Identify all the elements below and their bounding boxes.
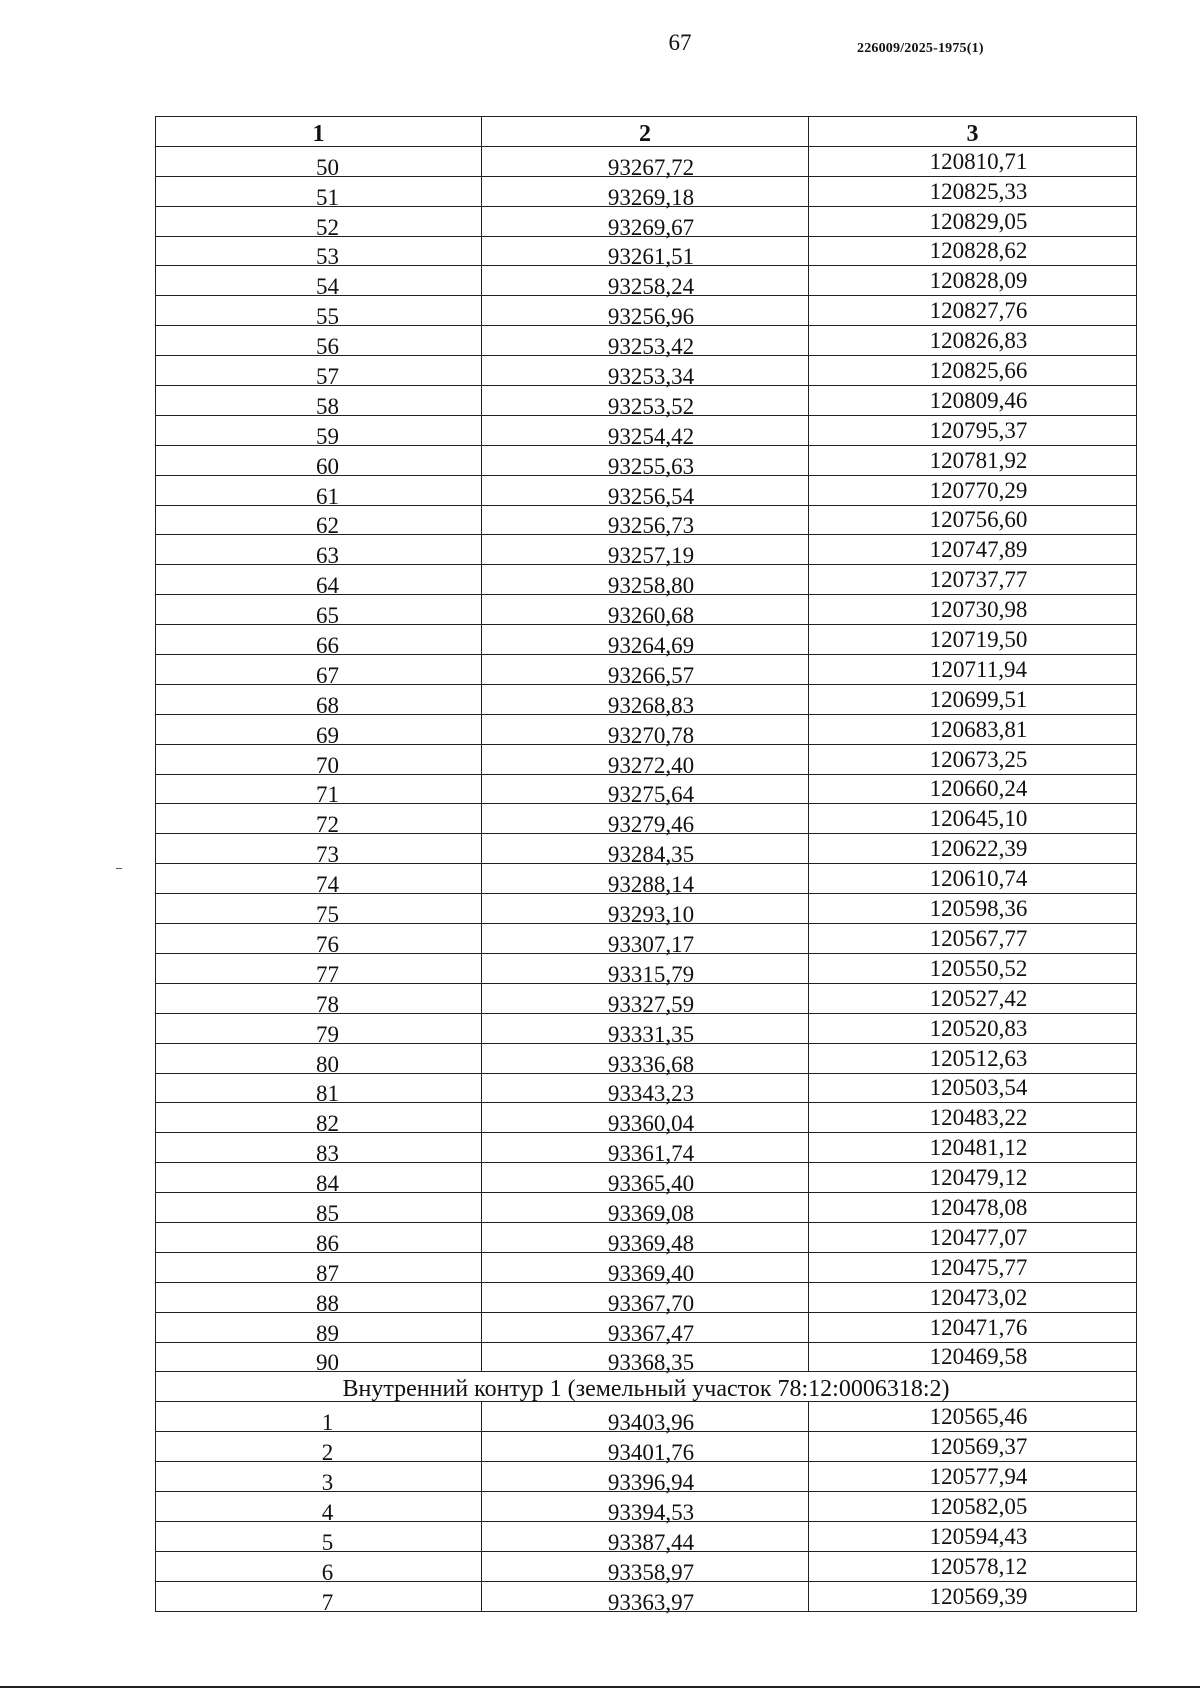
point-number-cell: 78 xyxy=(156,983,482,1013)
x-coordinate-cell: 93269,18 xyxy=(482,176,809,206)
table-row xyxy=(156,834,1137,864)
table-row xyxy=(156,1133,1137,1163)
y-coordinate-cell: 120622,39 xyxy=(809,834,1137,864)
y-coordinate-cell: 120827,76 xyxy=(809,296,1137,326)
y-coordinate-cell: 120582,05 xyxy=(809,1491,1137,1521)
table-row xyxy=(156,625,1137,655)
scan-border xyxy=(0,1686,1200,1688)
table-row xyxy=(156,1432,1137,1462)
x-coordinate-cell: 93256,96 xyxy=(482,296,809,326)
table-row xyxy=(156,146,1137,176)
point-number-cell: 54 xyxy=(156,266,482,296)
y-coordinate-cell: 120527,42 xyxy=(809,983,1137,1013)
section-title: Внутренний контур 1 (земельный участок 78:12:0006318:2) xyxy=(156,1372,1137,1402)
point-number-cell: 56 xyxy=(156,326,482,356)
table-row xyxy=(156,1312,1137,1342)
point-number-cell: 62 xyxy=(156,505,482,535)
table-row xyxy=(156,804,1137,834)
point-number-cell: 72 xyxy=(156,804,482,834)
point-number-cell: 76 xyxy=(156,924,482,954)
point-number-cell: 66 xyxy=(156,625,482,655)
x-coordinate-cell: 93367,47 xyxy=(482,1312,809,1342)
table-row xyxy=(156,1043,1137,1073)
x-coordinate-cell: 93343,23 xyxy=(482,1073,809,1103)
table-row xyxy=(156,565,1137,595)
x-coordinate-cell: 93269,67 xyxy=(482,206,809,236)
table-row xyxy=(156,1013,1137,1043)
table-row xyxy=(156,296,1137,326)
x-coordinate-cell: 93401,76 xyxy=(482,1432,809,1462)
x-coordinate-cell: 93396,94 xyxy=(482,1462,809,1492)
table-row xyxy=(156,206,1137,236)
coordinates-table xyxy=(155,116,1137,1615)
table-row xyxy=(156,356,1137,386)
table-header-row xyxy=(156,117,1137,147)
point-number-cell: 55 xyxy=(156,296,482,326)
x-coordinate-cell: 93288,14 xyxy=(482,864,809,894)
table-row xyxy=(156,894,1137,924)
point-number-cell: 59 xyxy=(156,415,482,445)
point-number-cell: 79 xyxy=(156,1013,482,1043)
table-row xyxy=(156,1073,1137,1103)
point-number-cell: 71 xyxy=(156,774,482,804)
y-coordinate-cell: 120567,77 xyxy=(809,924,1137,954)
document-id: 226009/2025-1975(1) xyxy=(857,41,984,56)
column-header: 2 xyxy=(482,117,809,147)
point-number-cell: 63 xyxy=(156,535,482,565)
point-number-cell: 81 xyxy=(156,1073,482,1103)
y-coordinate-cell: 120825,66 xyxy=(809,356,1137,386)
point-number-cell: 53 xyxy=(156,236,482,266)
y-coordinate-cell: 120711,94 xyxy=(809,655,1137,685)
x-coordinate-cell: 93275,64 xyxy=(482,774,809,804)
point-number-cell: 86 xyxy=(156,1222,482,1252)
table-row xyxy=(156,1342,1137,1372)
x-coordinate-cell: 93336,68 xyxy=(482,1043,809,1073)
point-number-cell: 2 xyxy=(156,1432,482,1462)
x-coordinate-cell: 93293,10 xyxy=(482,894,809,924)
column-header: 1 xyxy=(156,117,482,147)
table-row xyxy=(156,1462,1137,1492)
x-coordinate-cell: 93387,44 xyxy=(482,1521,809,1551)
table-row xyxy=(156,1103,1137,1133)
x-coordinate-cell: 93264,69 xyxy=(482,625,809,655)
table-row xyxy=(156,1521,1137,1551)
table-row xyxy=(156,1193,1137,1223)
table-row xyxy=(156,1581,1137,1611)
y-coordinate-cell: 120475,77 xyxy=(809,1252,1137,1282)
table-row xyxy=(156,1402,1137,1432)
table-row xyxy=(156,595,1137,625)
table-row xyxy=(156,1252,1137,1282)
table-row xyxy=(156,326,1137,356)
table-row xyxy=(156,505,1137,535)
point-number-cell: 60 xyxy=(156,445,482,475)
y-coordinate-cell: 120473,02 xyxy=(809,1282,1137,1312)
point-number-cell: 67 xyxy=(156,655,482,685)
y-coordinate-cell: 120483,22 xyxy=(809,1103,1137,1133)
y-coordinate-cell: 120469,58 xyxy=(809,1342,1137,1372)
y-coordinate-cell: 120610,74 xyxy=(809,864,1137,894)
x-coordinate-cell: 93369,08 xyxy=(482,1193,809,1223)
x-coordinate-cell: 93360,04 xyxy=(482,1103,809,1133)
y-coordinate-cell: 120481,12 xyxy=(809,1133,1137,1163)
point-number-cell: 89 xyxy=(156,1312,482,1342)
y-coordinate-cell: 120598,36 xyxy=(809,894,1137,924)
point-number-cell: 5 xyxy=(156,1521,482,1551)
x-coordinate-cell: 93255,63 xyxy=(482,445,809,475)
x-coordinate-cell: 93256,73 xyxy=(482,505,809,535)
x-coordinate-cell: 93267,72 xyxy=(482,146,809,176)
y-coordinate-cell: 120719,50 xyxy=(809,625,1137,655)
table-row xyxy=(156,176,1137,206)
y-coordinate-cell: 120569,37 xyxy=(809,1432,1137,1462)
section-row xyxy=(156,1372,1137,1402)
point-number-cell: 88 xyxy=(156,1282,482,1312)
table-row xyxy=(156,445,1137,475)
y-coordinate-cell: 120645,10 xyxy=(809,804,1137,834)
x-coordinate-cell: 93315,79 xyxy=(482,953,809,983)
x-coordinate-cell: 93257,19 xyxy=(482,535,809,565)
point-number-cell: 64 xyxy=(156,565,482,595)
point-number-cell: 65 xyxy=(156,595,482,625)
x-coordinate-cell: 93272,40 xyxy=(482,744,809,774)
margin-tick xyxy=(116,868,122,869)
x-coordinate-cell: 93368,35 xyxy=(482,1342,809,1372)
table-body xyxy=(156,146,1137,1615)
y-coordinate-cell: 120699,51 xyxy=(809,684,1137,714)
y-coordinate-cell: 120683,81 xyxy=(809,714,1137,744)
y-coordinate-cell: 120829,05 xyxy=(809,206,1137,236)
point-number-cell: 74 xyxy=(156,864,482,894)
y-coordinate-cell: 120795,37 xyxy=(809,415,1137,445)
x-coordinate-cell: 93258,24 xyxy=(482,266,809,296)
y-coordinate-cell: 120594,43 xyxy=(809,1521,1137,1551)
y-coordinate-cell: 120479,12 xyxy=(809,1163,1137,1193)
x-coordinate-cell: 93268,83 xyxy=(482,684,809,714)
x-coordinate-cell: 93394,53 xyxy=(482,1491,809,1521)
y-coordinate-cell: 120781,92 xyxy=(809,445,1137,475)
y-coordinate-cell: 120673,25 xyxy=(809,744,1137,774)
y-coordinate-cell: 120828,09 xyxy=(809,266,1137,296)
y-coordinate-cell: 120756,60 xyxy=(809,505,1137,535)
point-number-cell: 70 xyxy=(156,744,482,774)
table-row xyxy=(156,415,1137,445)
x-coordinate-cell: 93253,42 xyxy=(482,326,809,356)
point-number-cell: 68 xyxy=(156,684,482,714)
y-coordinate-cell: 120520,83 xyxy=(809,1013,1137,1043)
table-row xyxy=(156,1222,1137,1252)
x-coordinate-cell: 93327,59 xyxy=(482,983,809,1013)
table-row xyxy=(156,714,1137,744)
point-number-cell: 3 xyxy=(156,1462,482,1492)
column-header: 3 xyxy=(809,117,1137,147)
y-coordinate-cell: 120825,33 xyxy=(809,176,1137,206)
table-row xyxy=(156,1491,1137,1521)
table-row xyxy=(156,535,1137,565)
point-number-cell: 80 xyxy=(156,1043,482,1073)
y-coordinate-cell: 120809,46 xyxy=(809,386,1137,416)
x-coordinate-cell: 93258,80 xyxy=(482,565,809,595)
point-number-cell: 57 xyxy=(156,356,482,386)
y-coordinate-cell: 120503,54 xyxy=(809,1073,1137,1103)
x-coordinate-cell: 93266,57 xyxy=(482,655,809,685)
y-coordinate-cell: 120730,98 xyxy=(809,595,1137,625)
y-coordinate-cell: 120826,83 xyxy=(809,326,1137,356)
y-coordinate-cell: 120478,08 xyxy=(809,1193,1137,1223)
y-coordinate-cell: 120770,29 xyxy=(809,475,1137,505)
point-number-cell: 61 xyxy=(156,475,482,505)
y-coordinate-cell: 120565,46 xyxy=(809,1402,1137,1432)
y-coordinate-cell: 120747,89 xyxy=(809,535,1137,565)
y-coordinate-cell: 120577,94 xyxy=(809,1462,1137,1492)
y-coordinate-cell: 120477,07 xyxy=(809,1222,1137,1252)
page-number: 67 xyxy=(668,30,692,55)
point-number-cell: 52 xyxy=(156,206,482,236)
y-coordinate-cell: 120810,71 xyxy=(809,146,1137,176)
table-row xyxy=(156,1282,1137,1312)
table-row xyxy=(156,684,1137,714)
y-coordinate-cell: 120569,39 xyxy=(809,1581,1137,1611)
point-number-cell: 1 xyxy=(156,1402,482,1432)
point-number-cell: 69 xyxy=(156,714,482,744)
table-row xyxy=(156,655,1137,685)
y-coordinate-cell: 120828,62 xyxy=(809,236,1137,266)
table-row xyxy=(156,1551,1137,1581)
x-coordinate-cell: 93369,48 xyxy=(482,1222,809,1252)
table-row xyxy=(156,983,1137,1013)
table-row xyxy=(156,924,1137,954)
x-coordinate-cell: 93256,54 xyxy=(482,475,809,505)
point-number-cell: 58 xyxy=(156,386,482,416)
x-coordinate-cell: 93270,78 xyxy=(482,714,809,744)
table-row xyxy=(156,1163,1137,1193)
y-coordinate-cell: 120471,76 xyxy=(809,1312,1137,1342)
x-coordinate-cell: 93369,40 xyxy=(482,1252,809,1282)
point-number-cell: 6 xyxy=(156,1551,482,1581)
table-row xyxy=(156,475,1137,505)
table-row xyxy=(156,774,1137,804)
point-number-cell: 4 xyxy=(156,1491,482,1521)
x-coordinate-cell: 93254,42 xyxy=(482,415,809,445)
point-number-cell: 84 xyxy=(156,1163,482,1193)
y-coordinate-cell: 120578,12 xyxy=(809,1551,1137,1581)
point-number-cell: 85 xyxy=(156,1193,482,1223)
table-row xyxy=(156,386,1137,416)
x-coordinate-cell: 93331,35 xyxy=(482,1013,809,1043)
table-row xyxy=(156,744,1137,774)
x-coordinate-cell: 93307,17 xyxy=(482,924,809,954)
y-coordinate-cell: 120550,52 xyxy=(809,953,1137,983)
point-number-cell: 82 xyxy=(156,1103,482,1133)
x-coordinate-cell: 93358,97 xyxy=(482,1551,809,1581)
x-coordinate-cell: 93253,52 xyxy=(482,386,809,416)
x-coordinate-cell: 93403,96 xyxy=(482,1402,809,1432)
table-row xyxy=(156,266,1137,296)
point-number-cell: 90 xyxy=(156,1342,482,1372)
point-number-cell: 50 xyxy=(156,146,482,176)
point-number-cell: 75 xyxy=(156,894,482,924)
x-coordinate-cell: 93365,40 xyxy=(482,1163,809,1193)
x-coordinate-cell: 93361,74 xyxy=(482,1133,809,1163)
x-coordinate-cell: 93253,34 xyxy=(482,356,809,386)
x-coordinate-cell: 93363,97 xyxy=(482,1581,809,1611)
point-number-cell: 87 xyxy=(156,1252,482,1282)
x-coordinate-cell: 93260,68 xyxy=(482,595,809,625)
table-row xyxy=(156,953,1137,983)
point-number-cell: 51 xyxy=(156,176,482,206)
table-row xyxy=(156,236,1137,266)
x-coordinate-cell: 93367,70 xyxy=(482,1282,809,1312)
table-row xyxy=(156,864,1137,894)
y-coordinate-cell: 120512,63 xyxy=(809,1043,1137,1073)
x-coordinate-cell: 93284,35 xyxy=(482,834,809,864)
point-number-cell: 83 xyxy=(156,1133,482,1163)
point-number-cell: 73 xyxy=(156,834,482,864)
point-number-cell: 7 xyxy=(156,1581,482,1611)
x-coordinate-cell: 93261,51 xyxy=(482,236,809,266)
y-coordinate-cell: 120660,24 xyxy=(809,774,1137,804)
point-number-cell: 77 xyxy=(156,953,482,983)
y-coordinate-cell: 120737,77 xyxy=(809,565,1137,595)
x-coordinate-cell: 93279,46 xyxy=(482,804,809,834)
